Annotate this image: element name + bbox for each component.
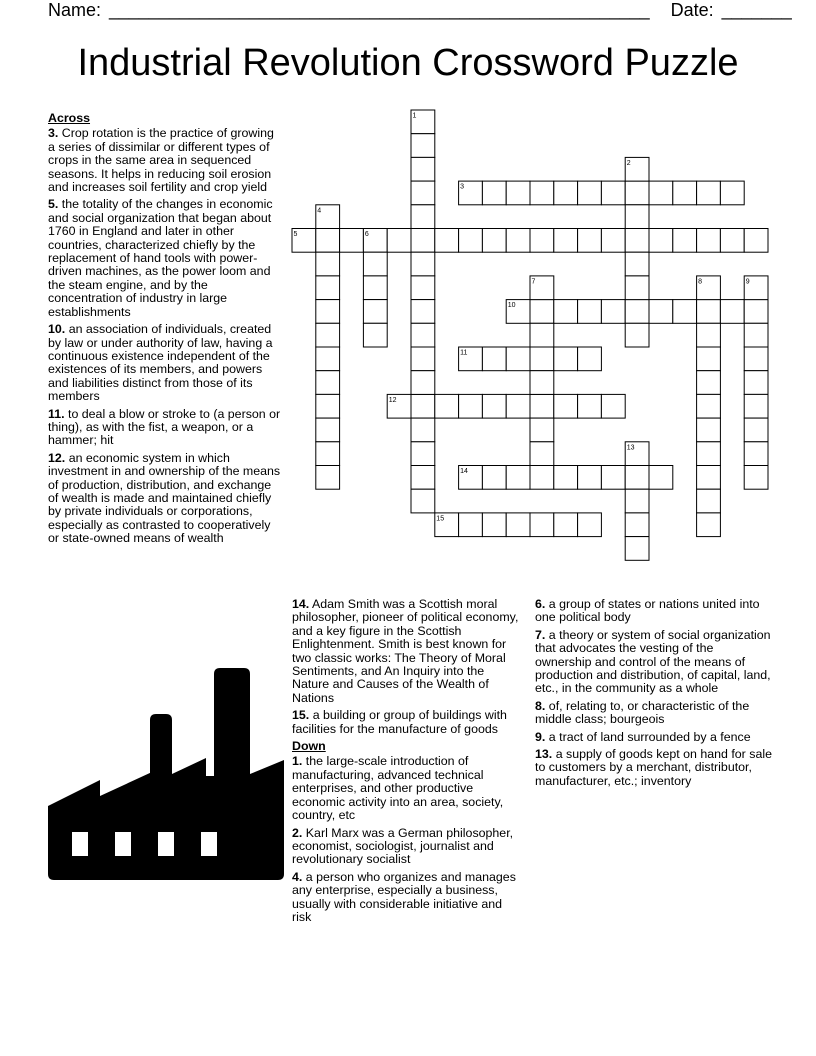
page-title: Industrial Revolution Crossword Puzzle [77,42,739,84]
clue-down-13 [535,748,773,788]
grid-cell[interactable] [530,229,554,253]
clue-number: 8. [535,698,546,713]
grid-cell[interactable] [316,466,340,490]
clue-number: 1. [292,754,303,769]
grid-number-4: 4 [317,207,322,215]
grid-cell[interactable] [744,466,768,490]
clue-text: Adam Smith was a Scottish moral philosopher, pioneer of political economy, and a key figure in the Scottish Enlightenment. Smith is best known for two classic works: The Theory of Moral Sentiments, and An Inquiry into the Nature and Causes of the Wealth of Nations [292,597,519,705]
grid-cell[interactable] [506,181,530,205]
grid-cell[interactable] [506,347,530,371]
grid-cell[interactable] [554,300,578,324]
grid-cell[interactable] [363,300,387,324]
grid-cell[interactable] [411,205,435,229]
clue-across-3 [48,127,284,194]
grid-number-2: 2 [626,159,631,167]
clue-across-12 [48,452,284,546]
clue-text: Karl Marx was a German philosopher, economist, sociologist, journalist and revolutionary socialist [292,825,514,867]
clue-across-10 [48,323,284,403]
name-blank[interactable]: ______________________________________________________ [109,0,650,20]
clues-middle-column [292,598,524,928]
grid-cell[interactable] [744,371,768,395]
grid-number-9: 9 [745,278,750,286]
grid-cell[interactable] [601,181,625,205]
clue-text: a theory or system of social organization that advocates the vesting of the ownership and control of the means of production and distribution, of capital, land, etc., in the community as a whole [535,627,771,696]
grid-cell[interactable] [482,513,506,537]
clue-number: 7. [535,627,546,642]
clue-number: 2. [292,825,303,840]
grid-cell[interactable] [530,394,554,418]
date-blank[interactable]: _______ [721,0,792,20]
grid-cell[interactable] [411,181,435,205]
grid-cell[interactable] [411,252,435,276]
grid-number-8: 8 [698,278,703,286]
clue-number: 10. [48,322,66,337]
grid-cell[interactable] [697,181,721,205]
grid-cell[interactable] [578,181,602,205]
grid-cell[interactable] [625,205,649,229]
grid-cell[interactable] [316,323,340,347]
grid-cell[interactable] [530,442,554,466]
grid-cell[interactable] [744,323,768,347]
grid-number-1: 1 [412,112,417,120]
grid-cell[interactable] [649,229,673,253]
name-label: Name: [48,0,102,20]
grid-cell[interactable] [625,181,649,205]
clue-text: an association of individuals, created by law or under authority of law, having a continuous existence independent of the existences of its members, and powers and liabilities distinct from those of its members [48,322,273,404]
clue-text: the totality of the changes in economic and social organization that began about 1760 in England and later in other countries, characterized chiefly by the replacement of hand tools with power-driven machines, as the power loom and the steam engine, and by the concentration of industry in large establishments [48,197,273,319]
grid-cell[interactable] [649,466,673,490]
clue-across-11 [48,408,284,448]
grid-cell[interactable] [625,466,649,490]
grid-cell[interactable] [411,466,435,490]
clue-across-15 [292,709,524,736]
clue-number: 4. [292,869,303,884]
clue-down-6 [535,598,773,625]
grid-cell[interactable] [316,300,340,324]
grid-cell[interactable] [482,466,506,490]
clue-down-7 [535,629,773,696]
clue-number: 5. [48,197,59,212]
grid-cell[interactable] [744,347,768,371]
grid-cell[interactable] [435,394,459,418]
grid-cell[interactable] [720,300,744,324]
grid-cell[interactable] [697,371,721,395]
grid-cell[interactable] [411,276,435,300]
grid-cell[interactable] [316,418,340,442]
clue-text: a person who organizes and manages any enterprise, especially a business, usually with considerable initiative and risk [292,869,516,924]
grid-cell[interactable] [697,347,721,371]
grid-cell[interactable] [387,229,411,253]
grid-cell[interactable] [720,181,744,205]
grid-cell[interactable] [316,347,340,371]
clue-number: 14. [292,597,310,611]
grid-cell[interactable] [482,181,506,205]
grid-cell[interactable] [530,418,554,442]
clue-text: a supply of goods kept on hand for sale to customers by a merchant, distributor, manufacturer, etc.; inventory [535,747,772,788]
grid-cell[interactable] [625,252,649,276]
grid-cell[interactable] [625,323,649,347]
grid-cell[interactable] [697,323,721,347]
grid-cell[interactable] [625,229,649,253]
grid-cell[interactable] [554,466,578,490]
grid-cell[interactable] [411,134,435,158]
grid-cell[interactable] [554,513,578,537]
grid-cell[interactable] [625,276,649,300]
grid-cell[interactable] [697,489,721,513]
grid-cell[interactable] [316,394,340,418]
grid-number-10: 10 [507,302,516,310]
clue-number: 6. [535,597,546,611]
grid-cell[interactable] [411,371,435,395]
grid-cell[interactable] [697,466,721,490]
grid-cell[interactable] [578,229,602,253]
date-label: Date: [670,0,714,20]
clues-right-column [535,598,773,792]
grid-number-6: 6 [364,231,369,238]
grid-number-3: 3 [460,183,465,191]
grid-cell[interactable] [578,300,602,324]
grid-cell[interactable] [411,418,435,442]
grid-cell[interactable] [744,442,768,466]
grid-cell[interactable] [316,229,340,253]
grid-cell[interactable] [530,466,554,490]
grid-cell[interactable] [316,371,340,395]
clue-text: a tract of land surrounded by a fence [548,729,751,744]
grid-cell[interactable] [744,300,768,324]
grid-cell[interactable] [482,347,506,371]
clue-number: 15. [292,708,310,723]
clue-text: of, relating to, or characteristic of the middle class; bourgeois [535,698,750,727]
grid-cell[interactable] [459,394,483,418]
clue-down-1 [292,755,524,822]
clue-across-14 [292,598,524,705]
grid-cell[interactable] [601,300,625,324]
grid-cell[interactable] [554,229,578,253]
grid-cell[interactable] [697,513,721,537]
across-clues-left [48,112,284,550]
grid-cell[interactable] [506,513,530,537]
grid-cell[interactable] [720,229,744,253]
grid-cell[interactable] [625,300,649,324]
clue-text: an economic system in which investment in and ownership of the means of production, distribution, and exchange of wealth is made and maintained chiefly by private individuals or corporations, especially as contrasted to cooperatively or state-owned means of wealth [48,450,281,546]
clue-text: to deal a blow or stroke to (a person or thing), as with the fist, a weapon, or a hammer; hit [48,406,281,448]
grid-cell[interactable] [363,252,387,276]
grid-cell[interactable] [578,513,602,537]
grid-cell[interactable] [435,229,459,253]
clue-down-8 [535,700,773,727]
grid-cell[interactable] [625,537,649,561]
grid-cell[interactable] [530,181,554,205]
grid-cell[interactable] [744,418,768,442]
grid-cell[interactable] [697,442,721,466]
grid-cell[interactable] [673,229,697,253]
grid-cell[interactable] [316,252,340,276]
grid-cell[interactable] [601,466,625,490]
grid-cell[interactable] [530,513,554,537]
grid-number-5: 5 [293,231,298,238]
grid-cell[interactable] [411,323,435,347]
clue-number: 11. [48,406,65,421]
grid-number-12: 12 [388,396,397,404]
grid-cell[interactable] [744,229,768,253]
grid-cell[interactable] [411,300,435,324]
grid-cell[interactable] [578,466,602,490]
grid-cell[interactable] [601,394,625,418]
grid-cell[interactable] [411,347,435,371]
grid-cell[interactable] [530,347,554,371]
across-heading: Across [48,111,91,125]
clue-number: 9. [535,729,546,744]
grid-cell[interactable] [411,229,435,253]
grid-cell[interactable] [506,394,530,418]
clue-number: 3. [48,126,59,141]
grid-cell[interactable] [554,181,578,205]
factory-icon [48,668,284,882]
grid-cell[interactable] [673,181,697,205]
grid-cell[interactable] [697,418,721,442]
clue-down-9 [535,731,773,744]
down-heading: Down [292,739,326,754]
grid-cell[interactable] [578,347,602,371]
grid-cell[interactable] [530,300,554,324]
grid-cell[interactable] [601,229,625,253]
grid-cell[interactable] [554,347,578,371]
grid-cell[interactable] [697,229,721,253]
grid-cell[interactable] [482,229,506,253]
grid-cell[interactable] [649,181,673,205]
grid-cell[interactable] [411,442,435,466]
clue-text: the large-scale introduction of manufacturing, advanced technical enterprises, and other productive economic activity into an area, society, country, etc [292,754,504,823]
grid-cell[interactable] [530,371,554,395]
grid-cell[interactable] [411,157,435,181]
grid-number-15: 15 [436,515,445,523]
grid-cell[interactable] [459,229,483,253]
grid-number-14: 14 [460,468,468,475]
grid-cell[interactable] [506,466,530,490]
clue-down-2 [292,827,524,867]
clue-number: 13. [535,747,553,762]
grid-cell[interactable] [697,394,721,418]
clue-number: 12. [48,450,66,465]
grid-cell[interactable] [625,489,649,513]
clue-text: a building or group of buildings with facilities for the manufacture of goods [292,708,507,736]
grid-cell[interactable] [530,323,554,347]
grid-cell[interactable] [363,323,387,347]
grid-cell[interactable] [697,300,721,324]
grid-cell[interactable] [506,229,530,253]
grid-cell[interactable] [554,394,578,418]
clue-text: a group of states or nations united into one political body [535,597,760,625]
grid-cell[interactable] [578,394,602,418]
grid-cell[interactable] [411,489,435,513]
grid-cell[interactable] [482,394,506,418]
clue-text: Crop rotation is the practice of growing a series of dissimilar or different types of crops in the same area in sequenced seasons. It helps in reducing soil erosion and increases soil fertility and crop yield [48,126,274,195]
clue-down-4 [292,871,524,925]
grid-cell[interactable] [316,276,340,300]
grid-cell[interactable] [744,394,768,418]
grid-cell[interactable] [316,442,340,466]
grid-cell[interactable] [649,300,673,324]
grid-number-7: 7 [531,278,536,286]
grid-number-11: 11 [460,349,468,357]
grid-cell[interactable] [411,394,435,418]
grid-cell[interactable] [625,513,649,537]
grid-cell[interactable] [673,300,697,324]
grid-cell[interactable] [459,513,483,537]
grid-cell[interactable] [363,276,387,300]
grid-number-13: 13 [626,444,635,452]
grid-cell[interactable] [340,229,364,253]
clue-across-5 [48,198,284,319]
